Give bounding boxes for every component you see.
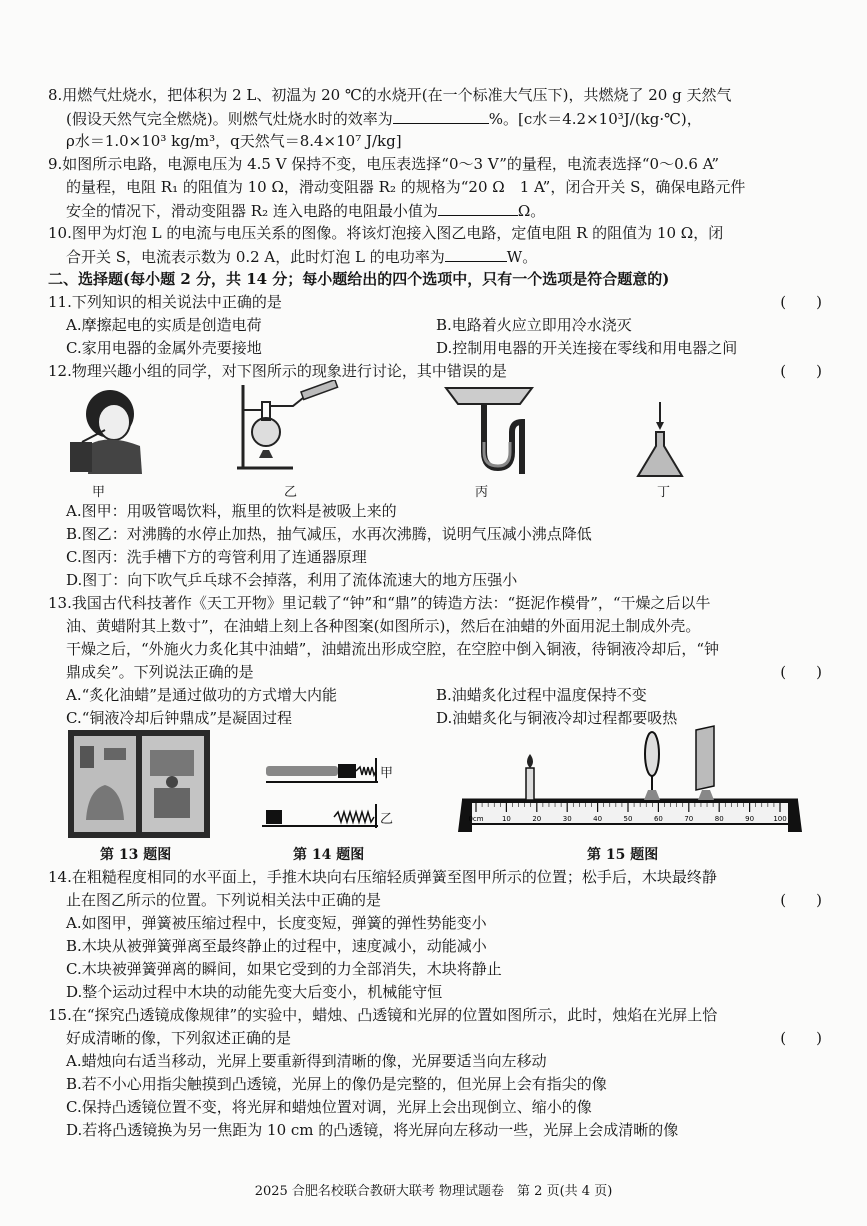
q14-answer-paren[interactable]: ( ) — [780, 891, 822, 909]
q13-line3: 干燥之后，“外施火力炙化其中油蜡”，油蜡流出形成空腔，在空腔中倒入铜液，待铜液冷却后，“钟 — [66, 640, 720, 658]
fig12-bing-sink-trap — [440, 382, 540, 474]
fig12-label-yi: 乙 — [284, 485, 298, 500]
q12-answer-paren[interactable]: ( ) — [780, 362, 822, 380]
ruler-tick-label: 100 — [773, 815, 787, 823]
q13-answer-paren[interactable]: ( ) — [780, 663, 822, 681]
question-14 — [48, 866, 828, 1004]
q14-option-c[interactable]: C.木块被弹簧弹离的瞬间，如果它受到的力全部消失，木块将静止 — [66, 960, 502, 978]
page-footer: 2025 合肥名校联合教研大联考 物理试题卷 第 2 页(共 4 页) — [254, 1184, 613, 1199]
q13-line1: 13.我国古代科技著作《天工开物》里记载了“钟”和“鼎”的铸造方法：“挺泥作模骨”，“干燥之后以牛 — [48, 594, 711, 612]
q9-answer-blank[interactable] — [438, 199, 518, 216]
q12-option-d[interactable]: D.图丁：向下吹气乒乓球不会掉落，利用了流体流速大的地方压强小 — [66, 571, 518, 589]
q14-option-b[interactable]: B.木块从被弹簧弹离至最终静止的过程中，速度减小，动能减小 — [66, 937, 487, 955]
q11-option-a[interactable]: A.摩擦起电的实质是创造电荷 — [66, 316, 262, 334]
fig15-optical-bench — [458, 724, 803, 836]
question-8 — [48, 84, 828, 153]
ruler-tick-label: 80 — [714, 815, 724, 823]
q13-option-a[interactable]: A.“炙化油蜡”是通过做功的方式增大内能 — [66, 686, 337, 704]
fig12-jia-boy-straw — [60, 384, 160, 474]
q9-line3: 安全的情况下，滑动变阻器 R₂ 连入电路的电阻最小值为 Ω。 — [48, 199, 828, 222]
q8-line2: (假设天然气完全燃烧)。则燃气灶烧水时的效率为 %。[c水＝4.2×10³J/(kg·℃)， — [48, 107, 828, 130]
ruler-tick-label: 40 — [593, 815, 603, 823]
q14-option-d[interactable]: D.整个运动过程中木块的动能先变大后变小，机械能守恒 — [66, 983, 443, 1001]
q8-line3: ρ水＝1.0×10³ kg/m³，q天然气＝8.4×10⁷ J/kg] — [66, 132, 402, 150]
q14-line1: 14.在粗糙程度相同的水平面上，手推木块向右压缩轻质弹簧至图甲所示的位置；松手后，木块最终静 — [48, 868, 717, 886]
q10-line1: 10.图甲为灯泡 L 的电流与电压关系的图像。将该灯泡接入图乙电路，定值电阻 R 的阻值为 10 Ω，闭 — [48, 224, 724, 242]
question-15 — [48, 1004, 828, 1142]
q12-option-a[interactable]: A.图甲：用吸管喝饮料，瓶里的饮料是被吸上来的 — [66, 502, 397, 520]
q11-option-d[interactable]: D.控制用电器的开关连接在零线和用电器之间 — [436, 339, 738, 357]
q13-line4: 鼎成矣”。下列说法正确的是 ( ) — [48, 661, 828, 684]
q9-line2: 的量程，电阻 R₁ 的阻值为 10 Ω，滑动变阻器 R₂ 的规格为“20 Ω 1 A”，闭合开关 S，确保电路元件 — [66, 178, 746, 196]
q15-option-c[interactable]: C.保持凸透镜位置不变，将光屏和蜡烛位置对调，光屏上会出现倒立、缩小的像 — [66, 1098, 592, 1116]
fig15-caption: 第 15 题图 — [587, 847, 659, 863]
q13-option-b[interactable]: B.油蜡炙化过程中温度保持不变 — [436, 686, 647, 704]
q12-stem: 12.物理兴趣小组的同学，对下图所示的现象进行讨论，其中错误的是 ( ) — [48, 360, 828, 383]
q13-options-row1 — [48, 684, 828, 707]
ruler-tick-label: 70 — [684, 815, 694, 823]
q13-line2: 油、黄蜡附其上数寸”，在油蜡上刻上各种图案(如图所示)，然后在油蜡的外面用泥土制成外壳。 — [66, 617, 701, 635]
q11-option-b[interactable]: B.电路着火应立即用冷水浇灭 — [436, 316, 632, 334]
section-2-heading: 二、选择题(每小题 2 分，共 14 分；每小题给出的四个选项中，只有一个选项是符合题意的) — [48, 270, 670, 288]
question-13 — [48, 592, 828, 730]
q14-line2: 止在图乙所示的位置。下列说相关法中正确的是 ( ) — [48, 889, 828, 912]
q10-line2: 合开关 S，电流表示数为 0.2 A，此时灯泡 L 的电功率为 W。 — [48, 245, 828, 268]
q11-option-c[interactable]: C.家用电器的金属外壳要接地 — [66, 339, 262, 357]
q8-line1: 8.用燃气灶烧水，把体积为 2 L、初温为 20 ℃的水烧开(在一个标准大气压下)，共燃烧了 20 g 天然气 — [48, 86, 732, 104]
ruler-tick-label: 20 — [532, 815, 542, 823]
question-12 — [48, 360, 828, 383]
ruler-tick-label: 10 — [501, 815, 511, 823]
q12-option-b[interactable]: B.图乙：对沸腾的水停止加热，抽气减压，水再次沸腾，说明气压减小沸点降低 — [66, 525, 592, 543]
ruler-tick-label: 30 — [562, 815, 572, 823]
question-10 — [48, 222, 828, 268]
fig12-label-bing: 丙 — [475, 485, 489, 500]
q11-options-row1 — [48, 314, 828, 337]
ruler-tick-label: 0cm — [468, 815, 484, 823]
q13-option-d[interactable]: D.油蜡炙化与铜液冷却过程都要吸热 — [436, 709, 678, 727]
q13-option-c[interactable]: C.“铜液冷却后钟鼎成”是凝固过程 — [66, 709, 293, 727]
ruler-tick-label: 60 — [653, 815, 663, 823]
q15-line1: 15.在“探究凸透镜成像规律”的实验中，蜡烛、凸透镜和光屏的位置如图所示，此时，烛焰在光屏上恰 — [48, 1006, 718, 1024]
question-11 — [48, 291, 828, 360]
q11-answer-paren[interactable]: ( ) — [780, 293, 822, 311]
q11-options-row2 — [48, 337, 828, 360]
fig13-tiangong-kaiwu-illustration — [68, 730, 210, 838]
fig14-label-yi: 乙 — [380, 812, 394, 827]
q15-option-b[interactable]: B.若不小心用指尖触摸到凸透镜，光屏上的像仍是完整的，但光屏上会有指尖的像 — [66, 1075, 607, 1093]
fig14-caption: 第 14 题图 — [293, 847, 365, 863]
fig14-label-jia: 甲 — [380, 766, 394, 781]
q12-options — [48, 500, 828, 592]
fig12-label-jia: 甲 — [92, 485, 106, 500]
ruler-tick-label: 50 — [623, 815, 633, 823]
q12-option-c[interactable]: C.图丙：洗手槽下方的弯管利用了连通器原理 — [66, 548, 367, 566]
q14-option-a[interactable]: A.如图甲，弹簧被压缩过程中，长度变短，弹簧的弹性势能变小 — [66, 914, 487, 932]
ruler-tick-label: 90 — [745, 815, 755, 823]
q9-line1: 9.如图所示电路，电源电压为 4.5 V 保持不变，电压表选择“0～3 V”的量程，电流表选择“0～0.6 A” — [48, 155, 720, 173]
q11-stem: 11.下列知识的相关说法中正确的是 ( ) — [48, 291, 828, 314]
fig12-yi-flask-syringe — [233, 380, 343, 472]
q8-answer-blank[interactable] — [393, 107, 489, 124]
q15-option-d[interactable]: D.若将凸透镜换为另一焦距为 10 cm 的凸透镜，将光屏向左移动一些，光屏上会成清晰的像 — [66, 1121, 679, 1139]
q15-option-a[interactable]: A.蜡烛向右适当移动，光屏上要重新得到清晰的像，光屏要适当向左移动 — [66, 1052, 547, 1070]
fig12-ding-funnel-ball — [630, 400, 690, 480]
fig12-label-ding: 丁 — [657, 485, 671, 500]
q10-answer-blank[interactable] — [445, 245, 507, 262]
q15-line2: 好成清晰的像，下列叙述正确的是 ( ) — [48, 1027, 828, 1050]
question-9 — [48, 153, 828, 222]
q15-answer-paren[interactable]: ( ) — [780, 1029, 822, 1047]
fig13-caption: 第 13 题图 — [100, 847, 172, 863]
